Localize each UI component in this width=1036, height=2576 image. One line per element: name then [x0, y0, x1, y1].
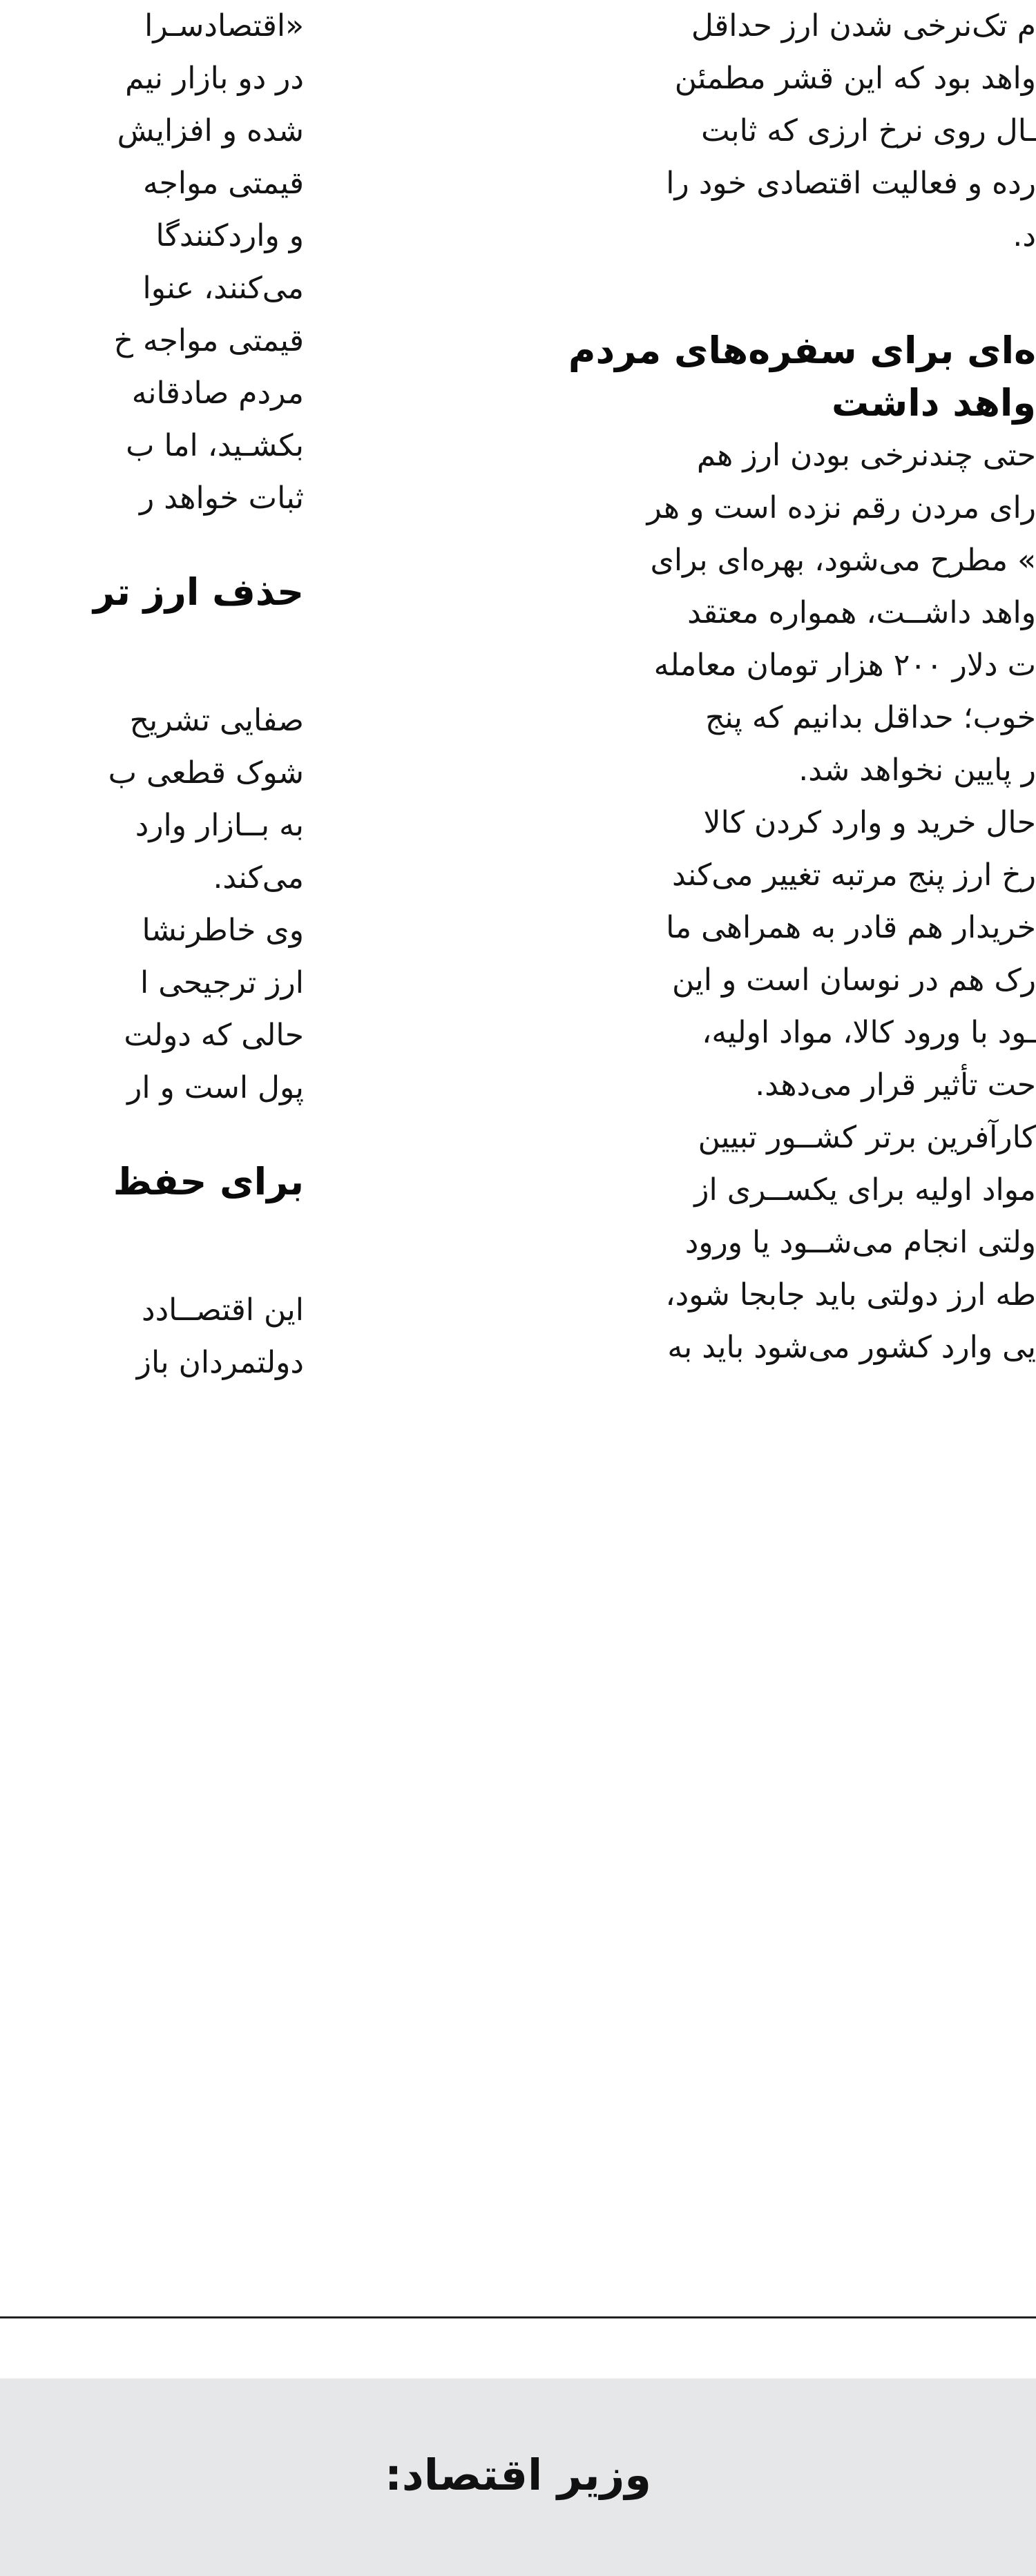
text-line: قیمتی مواجه [143, 166, 304, 201]
text-line: رخ ارز پنج مرتبه تغییر می‌کند [671, 858, 1036, 893]
text-line: رای مردن رقم نزده است و هر [646, 490, 1036, 525]
text-line: حتی چندنرخی بودن ارز هم [696, 438, 1036, 473]
section-divider [0, 2316, 1036, 2318]
text-line: و واردکنندگا [155, 218, 304, 253]
text-line: حت تأثیر قرار می‌دهد. [755, 1067, 1036, 1103]
text-line: ـود با ورود کالا، مواد اولیه، [702, 1015, 1036, 1050]
text-line: خوب؛ حداقل بدانیم که پنج [705, 700, 1036, 735]
text-line: یی وارد کشور می‌شود باید به [667, 1330, 1036, 1365]
text-line: ر پایین نخواهد شد. [798, 753, 1036, 788]
text-line: به بــازار وارد [135, 808, 304, 843]
text-line: شده و افزایش [117, 113, 304, 148]
text-line: می‌کنند، عنوا [142, 271, 304, 306]
text-line: ولتی انجام می‌شــود یا ورود [684, 1225, 1036, 1260]
text-line: واهد داشــت، همواره معتقد [687, 595, 1036, 630]
section-heading: حذف ارز تر [93, 570, 304, 614]
text-line: رک هم در نوسان است و این [672, 962, 1036, 998]
text-line: » مطرح می‌شود، بهره‌ای برای [650, 543, 1036, 578]
text-line: قیمتی مواجه خ [113, 323, 304, 358]
article-column-left [0, 0, 304, 1389]
text-line: می‌کند. [213, 860, 304, 895]
text-line: ثبات خواهد ر [139, 481, 304, 516]
text-line: ارز ترجیحی ا [140, 965, 304, 1000]
text-line: حالی که دولت [124, 1018, 304, 1053]
text-line: د. [1013, 218, 1036, 253]
text-line: در دو بازار نیم [125, 61, 304, 96]
text-line: مواد اولیه برای یکســری از [694, 1172, 1036, 1208]
text-line: صفایی تشریح [129, 703, 304, 738]
text-line: «اقتصادسـرا [144, 8, 304, 43]
section-heading: ه‌ای برای سفره‌های مردم [568, 329, 1036, 372]
text-line: رده و فعالیت اقتصادی خود را [666, 166, 1036, 201]
footer-title: وزیر اقتصاد: [385, 2450, 651, 2500]
text-line: شوک قطعی ب [108, 755, 304, 791]
text-line: پول است و ار [127, 1070, 304, 1105]
text-line: بکشـید، اما ب [126, 428, 304, 463]
text-line: کارآفرین برتر کشــور تبیین [698, 1120, 1036, 1155]
text-line: ـال روی نرخ ارزی که ثابت [701, 113, 1036, 148]
text-line: حال خرید و وارد کردن کالا [703, 805, 1036, 840]
text-line: مردم صادقانه [131, 376, 304, 411]
text-line: ت دلار ۲۰۰ هزار تومان معامله [653, 648, 1036, 683]
section-heading: واهد داشت [832, 381, 1036, 425]
section-heading: برای حفظ [113, 1160, 304, 1203]
text-line: واهد بود که این قشر مطمئن [674, 61, 1036, 96]
text-line: م تک‌نرخی شدن ارز حداقل [691, 8, 1036, 43]
text-line: خریدار هم قادر به همراهی ما [666, 910, 1036, 945]
text-line: این اقتصــادد [141, 1292, 304, 1328]
article-column-right [399, 0, 1036, 1374]
text-line: طه ارز دولتی باید جابجا شود، [665, 1277, 1036, 1313]
text-line: دولتمردان باز [136, 1345, 304, 1380]
text-line: وی خاطرنشا [142, 913, 304, 948]
